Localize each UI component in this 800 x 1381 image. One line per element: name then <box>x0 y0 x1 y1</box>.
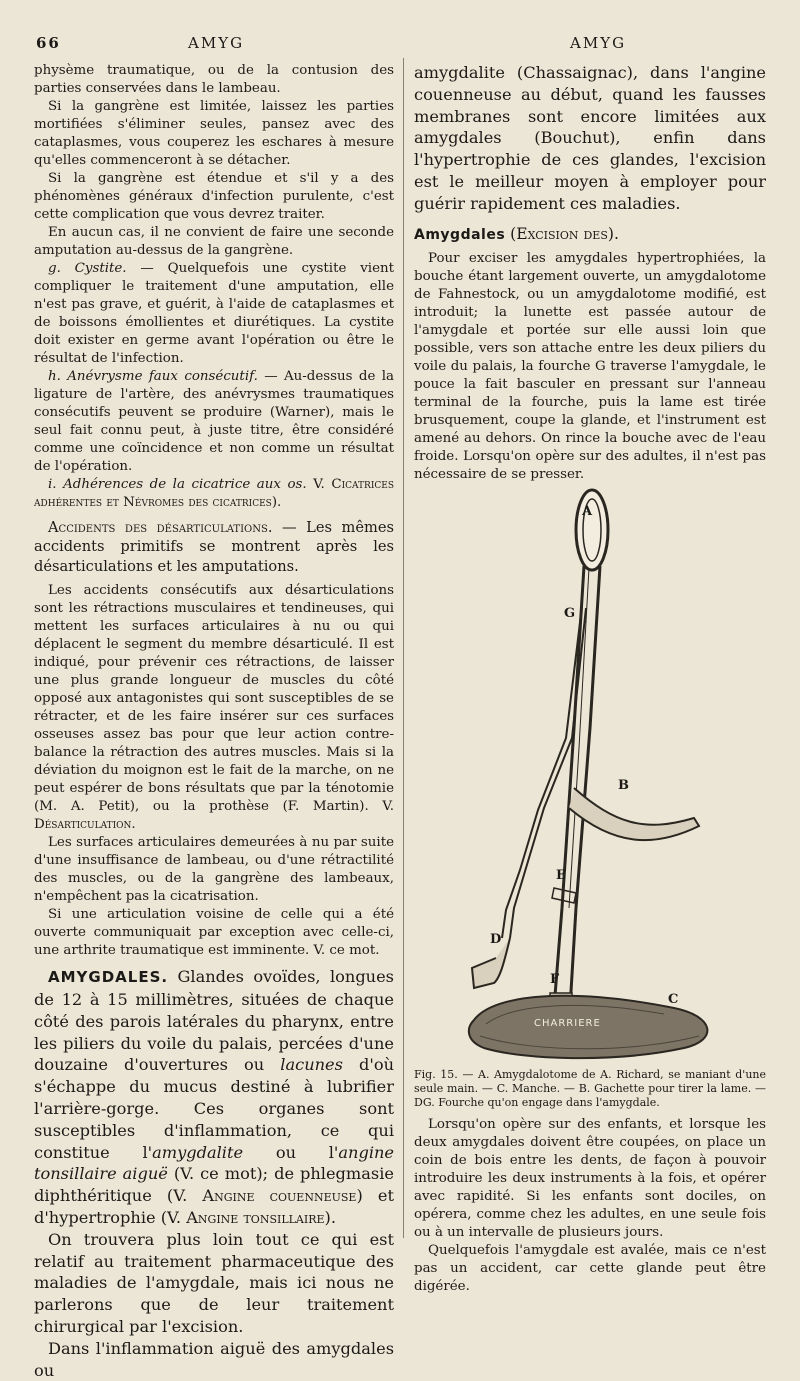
entry-amygdales <box>34 966 394 1229</box>
paragraph-emphyseme: physème traumatique, ou de la contusion des parties conservées dans le lambeau. <box>34 63 394 96</box>
handle-maker-mark: CHARRIERE <box>534 1017 601 1029</box>
figure-amygdalotome <box>414 488 766 1066</box>
amygdalotome-illustration <box>414 488 766 1066</box>
accidents-end: . <box>131 817 136 833</box>
figure-caption: Fig. 15. — A. Amygdalotome de A. Richard, se maniant d'une seule main. — C. Manche. — B. Gachette pour tirer la lame. — DG. Fourche qu'on engage dans l'amygdale. <box>414 1067 766 1109</box>
paragraph-adherences <box>34 476 394 512</box>
entry-heading-amygdales-excision: Amygdales <box>414 226 506 243</box>
paragraph-anevrysme <box>34 368 394 476</box>
entry-amygdales-excision <box>414 223 766 246</box>
paragraph-aucun-cas: En aucun cas, il ne convient de faire une seconde amputation au-dessus de la gangrène. <box>34 225 394 258</box>
paragraph-exciser: Pour exciser les amygdales hypertrophiées, la bouche étant largement ouverte, un amygdalotome de Fahnestock, ou un amygdalotome modifié, est introduit; la lunette est passée autour de l'amygdale et portée sur elle aussi loin que possible, vers son attache entre les deux piliers du voile du palais, la fourche G traverse l'amygdale, le pouce la fait basculer en pressant sur l'anneau terminal de la fourche, puis la lame est tirée brusquement, coupe la glande, et l'instrument est amené au dehors. On rince la bouche avec de l'eau froide. Lorsqu'on opère sur des adultes, il n'est pas nécessaire de se presser. <box>414 250 766 482</box>
term-amygdalite: amygdalite <box>152 1142 244 1162</box>
amygdales-text-1: Glandes ovoïdes, longues de 12 à 15 millimètres, situées de chaque côté des parois latérales du pharynx, entre les piliers du voile du palais, percées d'une douzaine d'ouvertures ou <box>34 967 394 1075</box>
figure-label-b: B <box>618 777 629 793</box>
paragraph-avalee: Quelquefois l'amygdale est avalée, mais ce n'est pas un accident, car cette glande peut être digérée. <box>414 1242 766 1294</box>
paragraph-gangrene-limitee: Si la gangrène est limitée, laissez les parties mortifiées s'éliminer seules, pansez avec des cataplasmes, vous couperez les eschares à mesure qu'elles commenceront à se détacher. <box>34 99 394 168</box>
paragraph-cystite <box>34 260 394 368</box>
amygdales-text-5: ) et d'hypertrophie (V. <box>34 1186 394 1227</box>
figure-label-a: A <box>582 503 593 519</box>
figure-label-c: C <box>668 991 679 1007</box>
figure-label-f: F <box>550 971 560 987</box>
figure-label-g: G <box>564 605 576 621</box>
entry-subheading-excision: (Excision des). <box>505 224 619 243</box>
paragraph-on-trouvera: On trouvera plus loin tout ce qui est relatif au traitement pharmaceutique des maladies de l'amygdale, mais ici nous ne parlerons que de leur traitement chirurgical par l'excision. <box>34 1229 394 1336</box>
paragraph-accidents-consecutifs <box>34 582 394 834</box>
cross-reference-cicatrices: Cicatrices adhérentes et Névromes des cicatrices <box>34 477 394 510</box>
amygdales-text-2: d'où s'échappe du mucus destiné à lubrifier l'arrière-gorge. Ces organes sont susceptibles d'inflammation, ce qui constitue l' <box>34 1055 394 1162</box>
anevrysme-text: — Au-dessus de la ligature de l'artère, des anévrysmes traumatiques consécutifs peuvent se produire (Warner), mais le seul fait connu peut, à juste titre, être considéré comme une coïncidence et non comme un résultat de l'opération. <box>34 369 395 474</box>
adherences-label: i. Adhérences de la cicatrice aux os. <box>48 477 307 492</box>
cystite-label: g. Cystite. <box>48 261 127 276</box>
term-lacunes: lacunes <box>280 1055 343 1075</box>
amygdales-text-6: ). <box>324 1207 337 1227</box>
paragraph-dans-inflammation: Dans l'inflammation aiguë des amygdales ou <box>34 1338 394 1380</box>
right-column <box>414 62 766 1296</box>
left-running-head: AMYG <box>188 34 245 52</box>
page-number: 66 <box>36 34 61 52</box>
section-accidents-desarticulations <box>34 518 394 576</box>
figure-label-e: E <box>556 867 566 883</box>
amygdales-text-3: ou l' <box>243 1142 339 1162</box>
paragraph-amygdalite-suite: amygdalite (Chassaignac), dans l'angine couenneuse au début, quand les fausses membranes sont encore limitées aux amygdales (Bouchut), enfin dans l'hypertrophie de ces glandes, l'excision est le meilleur moyen à employer pour guérir rapidement ces maladies. <box>414 63 766 213</box>
section-heading-accidents: Accidents des désarticulations. <box>48 519 273 536</box>
adherences-text: V. <box>306 477 332 492</box>
entry-heading-amygdales: AMYGDALES. <box>48 968 169 987</box>
paragraph-enfants: Lorsqu'on opère sur des enfants, et lorsque les deux amygdales doivent être coupées, on place un coin de bois entre les dents, de façon à pouvoir introduire les deux instruments à la fois, et opérer avec rapidité. Si les enfants sont dociles, on opérera, comme chez les adultes, en une seule fois ou à un intervalle de plusieurs jours. <box>414 1116 766 1240</box>
right-running-head: AMYG <box>570 34 627 52</box>
adherences-end: ). <box>271 495 282 510</box>
cystite-text: — Quelquefois une cystite vient compliquer le traitement d'une amputation, elle n'est pas grave, et guérit, à l'aide de cataplasmes et de boissons émollientes et diurétiques. La cystite doit exister en germe avant l'opération ou être le résultat de l'infection. <box>34 261 394 366</box>
anevrysme-label: h. Anévrysme faux consécutif. <box>48 369 258 384</box>
left-column <box>34 62 394 1381</box>
paragraph-surfaces-articulaires: Les surfaces articulaires demeurées à nu par suite d'une insuffisance de lambeau, ou d'une rétractilité des muscles, ou de la gangrène des lambeaux, n'empêchent pas la cicatrisation. <box>34 835 394 905</box>
term-angine-tonsillaire: angine tonsillaire aiguë <box>34 1142 394 1184</box>
paragraph-articulation-voisine: Si une articulation voisine de celle qui a été ouverte communiquait par exception avec celle-ci, une arthrite traumatique est imminente. V. ce mot. <box>34 907 394 959</box>
cross-reference-angine-tonsillaire: Angine tonsillaire <box>186 1207 325 1227</box>
cross-reference-desarticulation: Désarticulation <box>34 817 132 833</box>
amygdales-text-4: (V. ce mot); de phlegmasie diphthéritique (V. <box>34 1164 394 1206</box>
section-lead-accidents: — Les mêmes accidents primitifs se montrent après les désarticulations et les amputations. <box>34 519 394 575</box>
accidents-text: Les accidents consécutifs aux désarticulations sont les rétractions musculaires et tendineuses, qui mettent les surfaces articulaires à nu ou qui déplacent le segment du membre désarticulé. Il est indiqué, pour prévenir ces rétractions, de laisser une plus grande longueur de muscles du côté opposé aux antagonistes qui sont susceptibles de se rétracter, et de les faire insérer sur ces surfaces osseuses assez bas pour que leur action contre-balance la rétraction des autres muscles. Mais si la déviation du moignon est le fait de la marche, on ne peut espérer de bons résultats que par la ténotomie (M. A. Petit), ou la prothèse (F. Martin). V. <box>34 583 394 815</box>
cross-reference-angine-couenneuse: Angine couenneuse <box>202 1186 357 1206</box>
figure-label-d: D <box>490 931 502 947</box>
column-divider <box>403 58 404 1238</box>
paragraph-gangrene-etendue: Si la gangrène est étendue et s'il y a des phénomènes généraux d'infection purulente, c'est cette complication que vous devrez traiter. <box>34 171 394 222</box>
